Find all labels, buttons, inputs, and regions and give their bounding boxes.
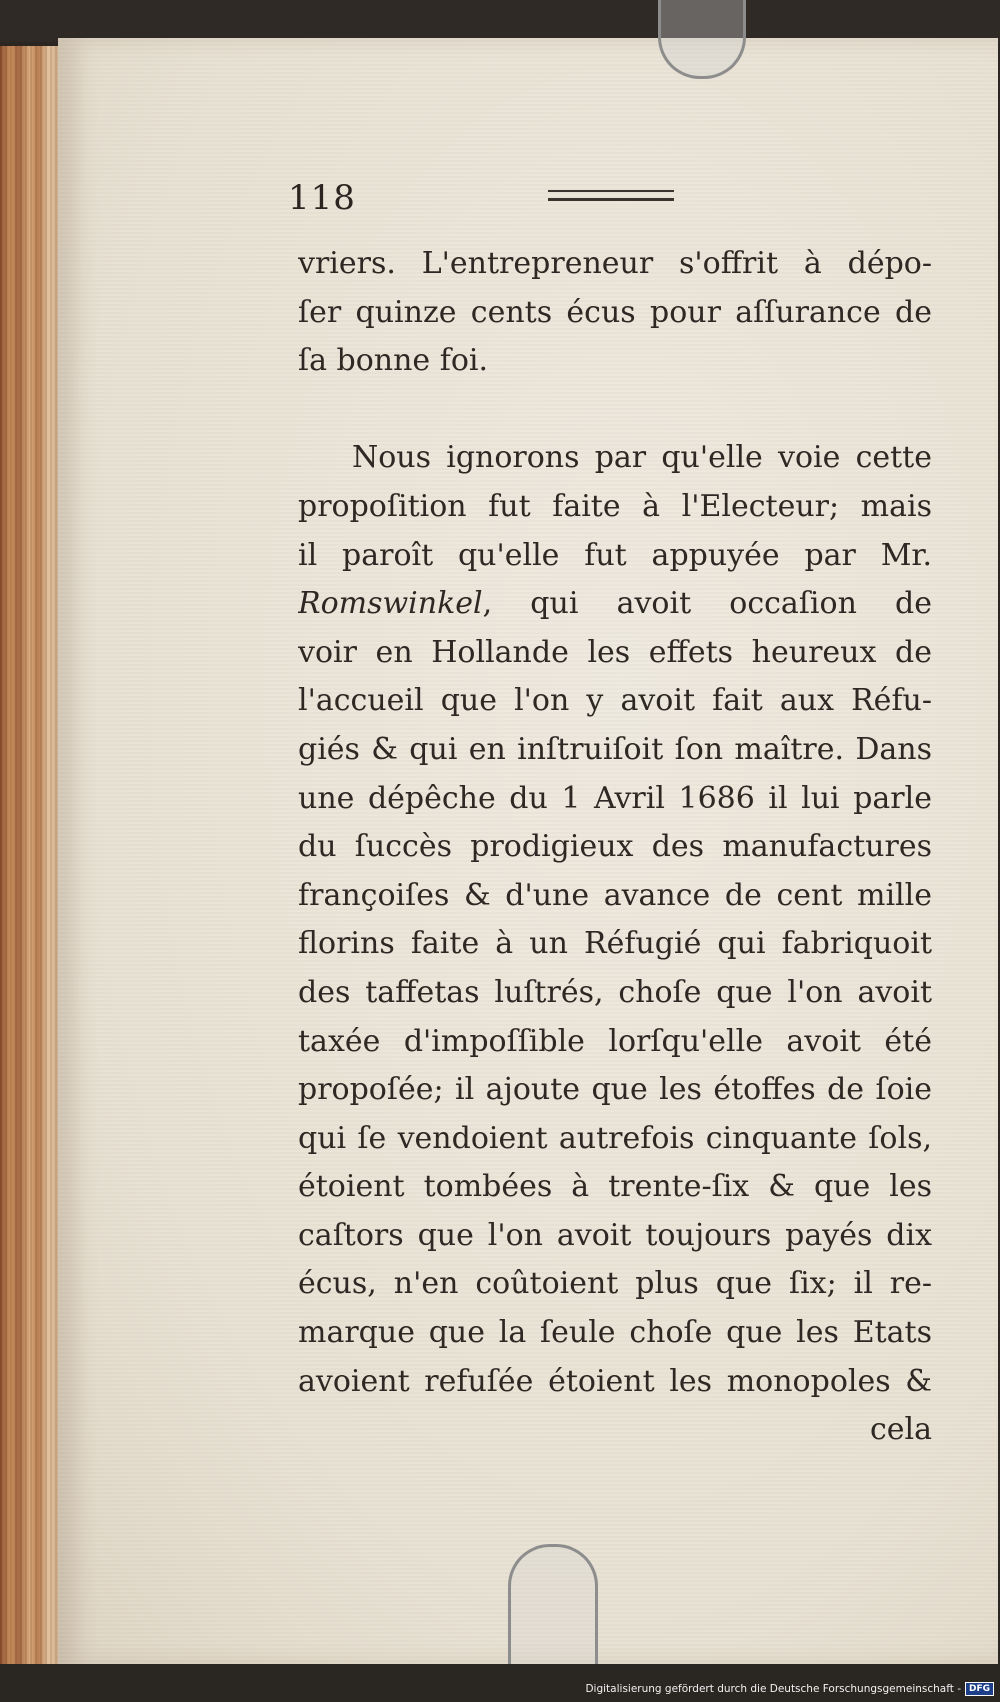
paragraph-gap: [298, 386, 932, 435]
page-holder-clip-top: [658, 0, 746, 79]
text-line: du ſuccès prodigieux des manufactures: [298, 829, 932, 865]
text-line: avoient refuſée étoient les monopoles &: [298, 1363, 932, 1399]
digitization-credit: [585, 1680, 994, 1698]
text-line: marque que la ſeule choſe que les Etats: [298, 1315, 932, 1351]
text-line: étoient tombées à trente-ſix & que les: [298, 1169, 932, 1205]
text-line: florins faite à un Réfugié qui fabriquoit: [298, 926, 932, 962]
text-line: il paroît qu'elle fut appuyée par Mr.: [298, 537, 932, 573]
dfg-logo: DFG: [965, 1682, 994, 1696]
body-text: [298, 240, 932, 1455]
italic-name: Romswinkel: [298, 586, 483, 622]
header-ornament-rule: [548, 190, 674, 201]
text-line: l'accueil que l'on y avoit fait aux Réfu-: [298, 683, 932, 719]
book-page-edges: [0, 46, 62, 1666]
text-line: des taffetas luſtrés, choſe que l'on avoit: [298, 974, 932, 1010]
text-line: ſa bonne foi.: [298, 343, 489, 379]
page-number: 118: [288, 178, 356, 218]
catchword: cela: [869, 1412, 932, 1448]
text-line: propoſition fut faite à l'Electeur; mais: [298, 488, 932, 524]
text-line: propoſée; il ajoute que les étoffes de ſoie: [298, 1072, 932, 1108]
text-line: voir en Hollande les effets heureux de: [298, 634, 932, 670]
text-line: qui ſe vendoient autrefois cinquante ſols,: [298, 1120, 932, 1156]
text-line: Romswinkel, qui avoit occaſion de: [298, 586, 932, 622]
text-line: caſtors que l'on avoit toujours payés dix: [298, 1217, 932, 1253]
text-line: françoiſes & d'une avance de cent mille: [298, 877, 932, 913]
text-line: giés & qui en inſtruiſoit ſon maître. Dans: [298, 731, 932, 767]
scanner-top-band: [0, 0, 1000, 42]
text-line: une dépêche du 1 Avril 1686 il lui parle: [298, 780, 932, 816]
text-line: taxée d'impoſſible lorſqu'elle avoit été: [298, 1023, 932, 1059]
text-line: ſer quinze cents écus pour aſſurance de: [298, 294, 932, 330]
credit-text: Digitalisierung gefördert durch die Deutsche Forschungsgemeinschaft -: [585, 1683, 961, 1695]
text-line: vriers. L'entrepreneur s'offrit à dépo-: [298, 246, 932, 281]
text-line: Nous ignorons par qu'elle voie cette: [352, 440, 932, 476]
text-line: écus, n'en coûtoient plus que ſix; il re-: [298, 1266, 932, 1302]
